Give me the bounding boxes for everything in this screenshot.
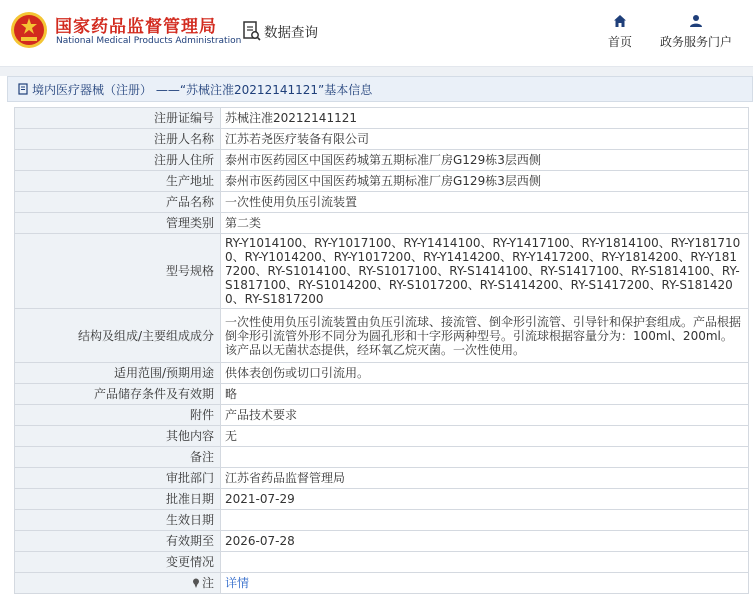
table-row [15,426,749,447]
table-row [15,171,749,192]
field-label: 附件 [15,405,221,426]
data-query-link[interactable] [243,21,318,41]
home-icon [613,14,627,28]
field-label: 其他内容 [15,426,221,447]
field-value [221,447,749,468]
field-value: 略 [221,384,749,405]
table-row [15,510,749,531]
nav-home-label: 首页 [607,35,632,49]
field-label: 注册证编号 [15,108,221,129]
nav-home[interactable] [601,14,639,50]
table-row [15,468,749,489]
user-icon [689,14,703,28]
table-row [15,363,749,384]
field-value: 第二类 [221,213,749,234]
table-row [15,129,749,150]
pin-icon [192,578,200,588]
table-row [15,150,749,171]
field-value: 2021-07-29 [221,489,749,510]
table-row [15,447,749,468]
field-label: 变更情况 [15,552,221,573]
document-icon [18,83,29,95]
field-value: RY-Y1014100、RY-Y1017100、RY-Y1414100、RY-Y1417100、RY-Y1814100、RY-Y1817100、RY-Y1014200、RY-Y1017200、RY-Y1414200、RY-Y1417200、RY-Y1814200、RY-Y1817200、RY-S1014100、RY-S1017100、RY-S1414100、RY-S1417100、RY-S1814100、RY-S1817100、RY-S1014200、RY-S1017200、RY-S1414200、RY-S1417200、RY-S1814200、RY-S1817200 [221,234,749,309]
table-row [15,384,749,405]
field-label: 批准日期 [15,489,221,510]
field-value [221,552,749,573]
field-value: 产品技术要求 [221,405,749,426]
field-label: 有效期至 [15,531,221,552]
field-label: 生效日期 [15,510,221,531]
field-value [221,510,749,531]
table-row [15,405,749,426]
header-separator [0,66,753,76]
field-value: 江苏省药品监督管理局 [221,468,749,489]
field-label: 管理类别 [15,213,221,234]
table-row [15,213,749,234]
table-row [15,309,749,363]
table-row [15,108,749,129]
field-value: 一次性使用负压引流装置 [221,192,749,213]
note-label [15,573,221,594]
field-value: 2026-07-28 [221,531,749,552]
table-row [15,573,749,594]
table-row [15,552,749,573]
field-label: 产品储存条件及有效期 [15,384,221,405]
table-row [15,234,749,309]
logo-title-cn: 国家药品监督管理局 [55,17,217,37]
field-value: 一次性使用负压引流装置由负压引流球、接流管、倒伞形引流管、引导针和保护套组成。产品根据倒伞形引流管外形不同分为圆孔形和十字形两种型号。引流球根据容量分为：100ml、200ml。该产品以无菌状态提供，经环氧乙烷灭菌。一次性使用。 [221,309,749,363]
field-label: 生产地址 [15,171,221,192]
header [0,0,753,66]
note-label-text: 注 [201,576,214,590]
field-label: 结构及组成/主要组成成分 [15,309,221,363]
table-row [15,531,749,552]
national-emblem-icon [10,10,48,50]
field-value: 供体表创伤或切口引流用。 [221,363,749,384]
table-row [15,489,749,510]
field-value: 泰州市医药园区中国医药城第五期标准厂房G129栋3层西侧 [221,171,749,192]
document-search-icon [243,21,261,41]
nav-portal[interactable] [655,14,737,50]
breadcrumb [7,76,753,102]
breadcrumb-text: 境内医疗器械（注册） ——“苏械注准20212141121”基本信息 [32,82,373,97]
field-label: 备注 [15,447,221,468]
field-value: 苏械注准20212141121 [221,108,749,129]
field-value [221,573,749,594]
field-label: 适用范围/预期用途 [15,363,221,384]
field-label: 注册人名称 [15,129,221,150]
nav-portal-label: 政务服务门户 [659,35,732,49]
field-value: 无 [221,426,749,447]
field-value: 江苏若尧医疗装备有限公司 [221,129,749,150]
table-row [15,192,749,213]
data-query-label: 数据查询 [264,25,318,41]
logo-title-en: National Medical Products Administration [56,36,242,46]
field-label: 注册人住所 [15,150,221,171]
details-link[interactable]: 详情 [225,576,250,590]
field-label: 审批部门 [15,468,221,489]
field-label: 产品名称 [15,192,221,213]
field-label: 型号规格 [15,234,221,309]
field-value: 泰州市医药园区中国医药城第五期标准厂房G129栋3层西侧 [221,150,749,171]
info-table [14,107,749,594]
